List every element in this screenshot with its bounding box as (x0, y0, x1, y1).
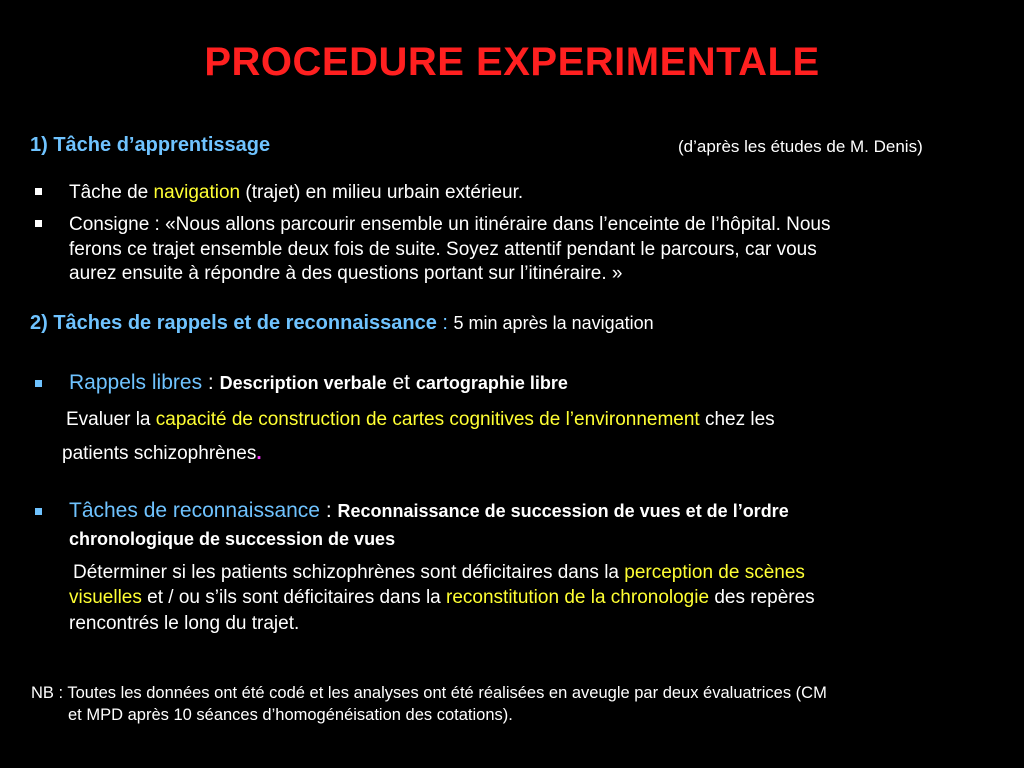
consigne-line: Consigne : «Nous allons parcourir ensemble un itinéraire dans l’enceinte de l’hôpital. Nous (69, 214, 831, 235)
consigne-line: aurez ensuite à répondre à des questions portant sur l’itinéraire. » (69, 263, 623, 284)
reco-text: Déterminer si les patients schizophrènes sont déficitaires dans la (73, 562, 625, 583)
section1-note: (d’après les études de M. Denis) (678, 137, 923, 156)
reco-highlight: visuelles (69, 587, 142, 608)
reconnaissance-label: Tâches de reconnaissance (69, 499, 320, 522)
reconnaissance-bold-1: Reconnaissance de succession de vues et de l’ordre (337, 501, 789, 521)
rappels-eval-line1 (66, 408, 775, 433)
reconnaissance-line3: rencontrés le long du trajet. (69, 613, 300, 634)
page-title: PROCEDURE EXPERIMENTALE (204, 40, 820, 84)
eval-dot: . (256, 443, 262, 464)
bullet-square-icon (35, 508, 42, 515)
reco-text: et / ou s’ils sont déficitaires dans la (141, 587, 447, 608)
section1-heading: 1) Tâche d’apprentissage (30, 134, 271, 156)
section2-suffix: 5 min après la navigation (453, 313, 654, 333)
consigne-line: ferons ce trajet ensemble deux fois de suite. Soyez attentif pendant le parcours, car vous (69, 238, 817, 260)
bullet-text: Tâche de (69, 182, 154, 203)
reconnaissance-line1 (73, 561, 805, 586)
highlight-text: navigation (153, 182, 241, 203)
bullet-square-icon (35, 188, 42, 195)
section2-colon: : (436, 312, 454, 334)
reco-highlight: reconstitution de la chronologie (446, 587, 710, 608)
rappels-bold-1: Description verbale (219, 373, 387, 393)
eval-text: patients schizophrènes (62, 443, 257, 464)
section1-bullet-2 (69, 213, 831, 287)
section2-heading: 2) Tâches de rappels et de reconnaissance (30, 312, 437, 334)
eval-text: Evaluer la (66, 409, 156, 430)
eval-highlight: capacité de construction de cartes cognitives de l’environnement (155, 409, 700, 430)
rappels-colon: : (202, 371, 220, 394)
reconnaissance-line2 (69, 586, 815, 611)
rappels-et: et (386, 371, 416, 394)
nb-line: NB : Toutes les données ont été codé et les analyses ont été réalisées en aveugle par deux évaluatrices (CM (31, 684, 827, 702)
nb-line: et MPD après 10 séances d’homogénéisation des cotations). (68, 706, 513, 724)
bullet-square-icon (35, 220, 42, 227)
rappels-row (69, 371, 568, 395)
bullet-text: (trajet) en milieu urbain extérieur. (240, 182, 524, 203)
rappels-bold-2: cartographie libre (415, 373, 568, 393)
bullet-square-icon (35, 380, 42, 387)
nb-note (31, 682, 827, 726)
section2-heading-row (30, 312, 654, 335)
reconnaissance-bold-2: chronologique de succession de vues (69, 529, 396, 549)
eval-text: chez les (699, 409, 775, 430)
section1-bullet-1 (69, 181, 523, 206)
reco-text: des repères (709, 587, 815, 608)
reco-highlight: perception de scènes (624, 562, 805, 583)
rappels-label: Rappels libres (69, 371, 203, 394)
reconnaissance-row (69, 499, 789, 523)
reconnaissance-colon: : (320, 499, 338, 522)
rappels-eval-line2 (62, 442, 262, 467)
